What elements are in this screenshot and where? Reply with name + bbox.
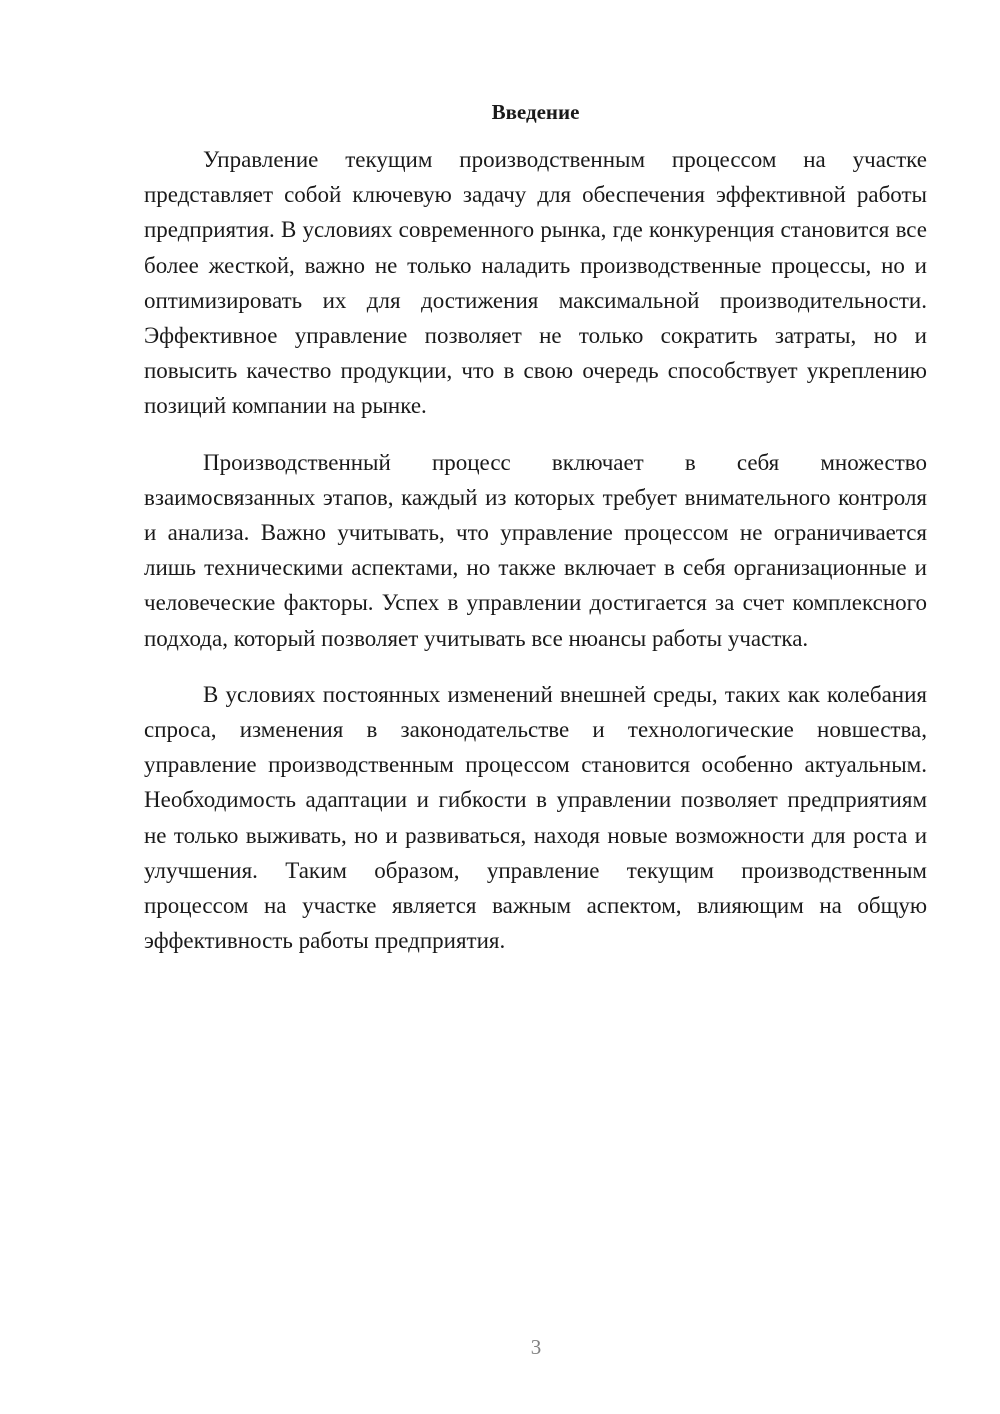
body-text <box>144 142 927 979</box>
paragraph-2: Производственный процесс включает в себя множество взаимосвязанных этапов, каждый из которых требует внимательного контроля и анализа. Важно учитывать, что управление процессом не ограничивается лишь техническими аспектами, но также включает в себя организационные и человеческие факторы. Успех в управлении достигается за счет комплексного подхода, который позволяет учитывать все нюансы работы участка. <box>144 449 927 651</box>
page-number: 3 <box>530 1335 542 1359</box>
paragraph-1: Управление текущим производственным процессом на участке представляет собой ключевую задачу для обеспечения эффективной работы предприятия. В условиях современного рынка, где конкуренция становится все более жесткой, важно не только наладить производственные процессы, но и оптимизировать их для достижения максимальной производительности. Эффективное управление позволяет не только сократить затраты, но и повысить качество продукции, что в свою очередь способствует укреплению позиций компании на рынке. <box>144 147 927 419</box>
paragraph-3: В условиях постоянных изменений внешней среды, таких как колебания спроса, изменения в законодательстве и технологические новшества, управление производственным процессом становится особенно актуальным. Необходимость адаптации и гибкости в управлении позволяет предприятиям не только выживать, но и развиваться, находя новые возможности для роста и улучшения. Таким образом, управление текущим производственным процессом на участке является важным аспектом, влияющим на общую эффективность работы предприятия. <box>144 681 927 954</box>
section-heading: Введение <box>491 100 580 124</box>
